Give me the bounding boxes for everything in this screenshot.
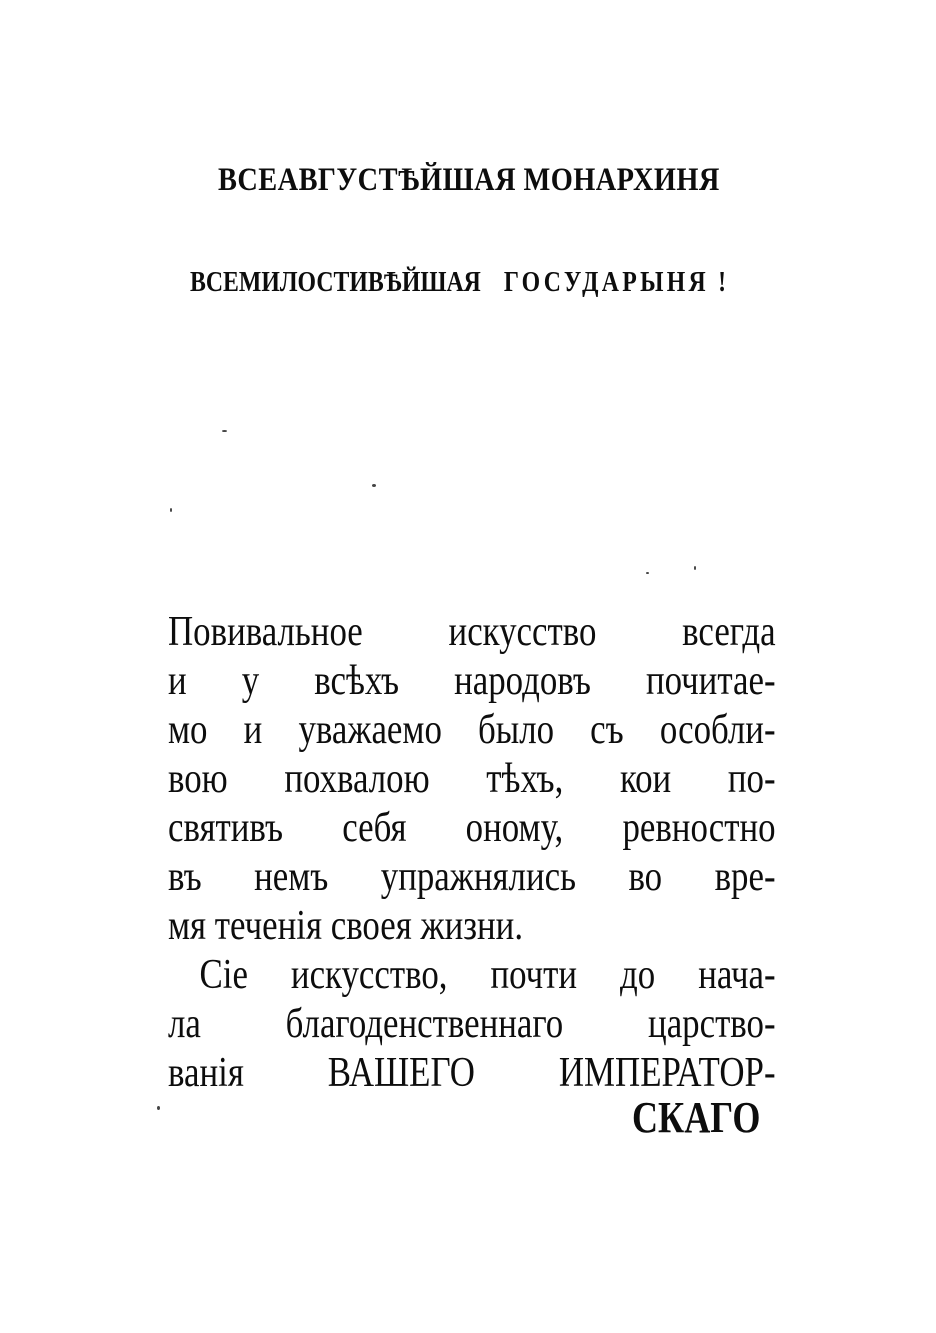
body-line: мо и уважаемо было съ особли- — [168, 707, 776, 753]
body-line: ла благоденственнаго царство- — [168, 1001, 776, 1047]
print-speck — [222, 430, 227, 432]
print-speck — [646, 572, 649, 574]
body-line: и у всѣхъ народовъ почитае- — [168, 658, 776, 704]
body-line: Повивальное искусство всегда — [168, 609, 776, 655]
dedication-address-line-2 — [190, 266, 764, 299]
dedication-address-line-2-first: ВСЕМИЛОСТИВѢЙШАЯ — [190, 266, 481, 298]
dedication-address-line-2-second: ГОСУДАРЫНЯ ! — [503, 266, 730, 298]
body-line: въ немъ упражнялись во вре- — [168, 854, 776, 900]
print-speck — [372, 484, 376, 487]
dedication-address-line-1: ВСЕАВГУСТѢЙШАЯ МОНАРХИНЯ — [218, 162, 720, 198]
print-speck — [170, 508, 172, 512]
body-line: святивъ себя оному, ревностно — [168, 805, 776, 851]
print-speck — [694, 566, 696, 570]
print-speck — [157, 1106, 160, 1110]
body-line: Сіе искусство, почти до нача- — [199, 952, 776, 998]
body-line: вою похвалою тѣхъ, кои по- — [168, 756, 776, 802]
body-paragraphs — [168, 608, 788, 1098]
body-line: ванія ВАШЕГО ИМПЕРАТОР- — [168, 1050, 776, 1096]
catchword: СКАГО — [632, 1093, 761, 1142]
body-line: мя теченія своея жизни. — [168, 903, 524, 949]
